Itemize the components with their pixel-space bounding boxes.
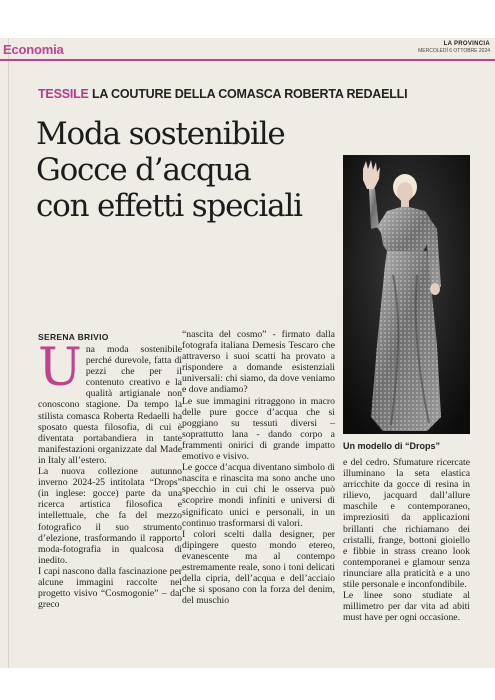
paragraph-4: “nascita del cosmo” - firmato dalla fotografa italiana Demesis Tescaro che attraverso i suoi scatti ha provato a rispondere a domande esistenziali universali: chi siamo, da dove veniamo e dove andiamo? xyxy=(182,329,335,396)
paragraph-2: La nuova collezione autunno inverno 2024-25 intitolata “Drops” (in inglese: gocce) parte da una ricerca artistica filosofica e intellettuale, che fa del mezzo fotografico il suo strumento d’elezione, trasformando il rapporto moda-fotografia in qualcosa di inedito. xyxy=(38,466,182,566)
paragraph-1-text: na moda sostenibile perché durevole, fatta di pezzi che per il contenuto creativo e la qualità artigianale non conoscono stagione. Da tempo la stilista comasca Roberta Redaelli ha sposato questa filosofia, di cui è diventata portabandiera in tante manifestazioni organizzate dal Made in Italy all’estero. xyxy=(38,344,182,466)
article-column-1 xyxy=(38,338,182,611)
article-headline xyxy=(36,116,341,224)
header-rule xyxy=(0,59,495,61)
paragraph-8: e del cedro. Sfumature ricercate illuminano la seta elastica arricchite da gocce di resina in rilievo, jacquard dall’allure maschile e contemporaneo, impreziositi da applicazioni brillanti che richiamano dei cristalli, frange, bottoni gioiello e fibbie in strass creano look contemporanei e glamour senza rinunciare alla praticità e a uno stile personale e inconfondibile. xyxy=(343,457,470,591)
masthead xyxy=(418,41,490,54)
article-column-2 xyxy=(182,329,335,606)
kicker-tag: TESSILE xyxy=(38,87,89,101)
headline-line-3: con effetti speciali xyxy=(36,188,302,224)
photo-caption: Un modello di “Drops” xyxy=(343,441,441,451)
fashion-photo xyxy=(343,155,470,434)
kicker-text: LA COUTURE DELLA COMASCA ROBERTA REDAELLI xyxy=(91,87,408,101)
newspaper-page xyxy=(0,38,495,668)
paragraph-3: I capi nascono dalla fascinazione per alcune immagini raccolte nel progetto visivo “Cosmogonie” – dal greco xyxy=(38,565,182,611)
article-column-3 xyxy=(343,457,470,623)
masthead-name: LA PROVINCIA xyxy=(443,41,490,47)
drop-cap: U xyxy=(38,338,82,398)
paragraph-5: Le sue immagini ritraggono in macro delle pure gocce d’acqua che si poggiano su tessuti diversi – soprattutto lana - dando corpo a frammenti onirici di grande impatto emotivo e visivo. xyxy=(182,395,335,463)
byline: SERENA BRIVIO xyxy=(38,332,109,342)
article-kicker xyxy=(38,87,407,101)
section-label: Economia xyxy=(3,42,64,57)
page-header xyxy=(0,38,495,61)
masthead-date: MERCOLEDÌ 6 OTTOBRE 2024 xyxy=(418,48,490,54)
paragraph-1 xyxy=(38,338,182,466)
paragraph-7: I colori scelti dalla designer, per dipingere questo mondo etereo, evanescente ma al contempo estremamente reale, sono i toni delicati della cipria, dell’acqua e dell’acciaio che si sposano con la forza del denim, del muschio xyxy=(182,528,335,607)
model-figure-illustration xyxy=(343,155,470,434)
page-edge-line xyxy=(8,38,9,668)
headline-line-2: Gocce d’acqua xyxy=(36,152,251,188)
headline-line-1: Moda sostenibile xyxy=(36,116,285,152)
paragraph-9: Le linee sono studiate al millimetro per dar vita ad abiti must have per ogni occasione. xyxy=(343,590,470,624)
paragraph-6: Le gocce d’acqua diventano simbolo di nascita e rinascita ma sono anche uno specchio in cui chi le osserva può scoprire mondi infiniti e universi di significato unici e personali, in un continuo trasformarsi di valori. xyxy=(182,462,335,529)
